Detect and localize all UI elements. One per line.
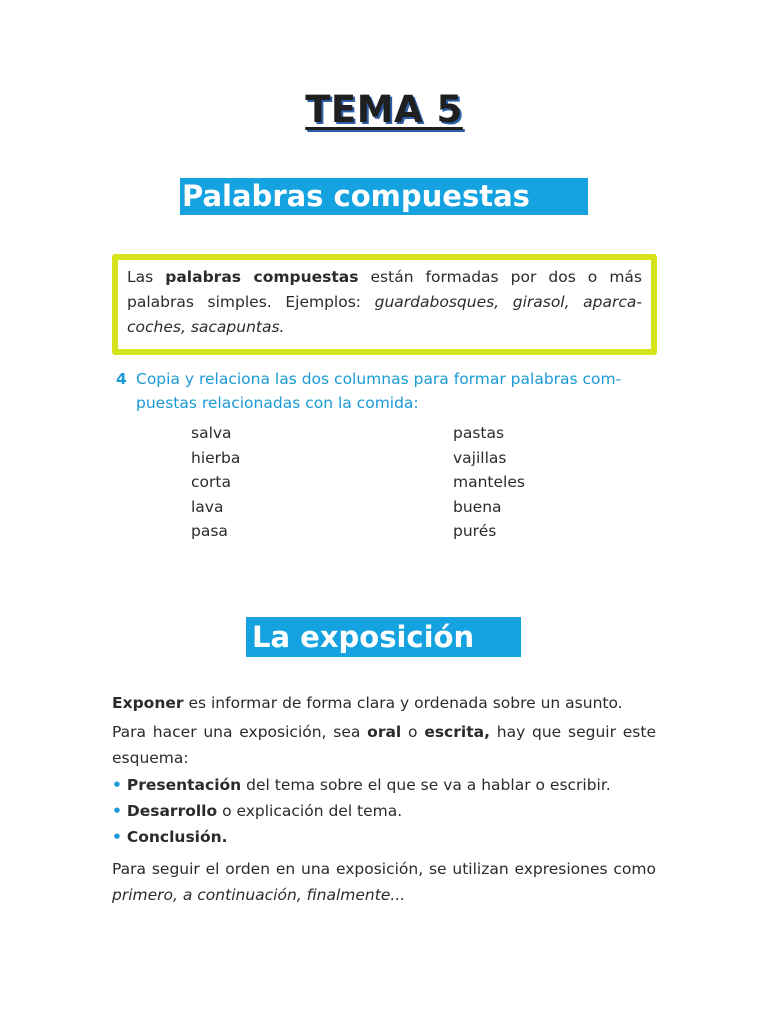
paragraph-orden-examples: primero, a continuación, finalmente... <box>112 886 406 904</box>
term-exponer: Exponer <box>112 694 184 712</box>
list-item-text: o explicación del tema. <box>217 802 403 820</box>
paragraph-esquema <box>112 719 656 771</box>
activity-instructions: Copia y relaciona las dos columnas para formar palabras com-puestas relacionadas con la comida: <box>136 370 622 412</box>
paragraph-esquema-mid: o <box>401 723 425 741</box>
list-item <box>112 798 672 824</box>
word-left-item: salva <box>191 424 232 442</box>
paragraph-esquema-end: hay que seguir este esquema: <box>112 723 656 767</box>
term-oral: oral <box>367 723 402 741</box>
page-title: TEMA 5 <box>305 88 463 131</box>
section-heading-palabras-compuestas: Palabras compuestas <box>180 178 588 215</box>
activity-number: 4 <box>116 370 127 388</box>
word-left-item: lava <box>191 497 224 516</box>
word-right-item: manteles <box>453 473 525 491</box>
word-right-item: purés <box>453 522 497 540</box>
paragraph-orden-start: Para seguir el orden en una exposición, se utilizan expresiones como <box>112 860 656 878</box>
paragraph-exponer-text: es informar de forma clara y ordenada sobre un asunto. <box>183 694 623 712</box>
word-column-right <box>453 421 525 544</box>
word-right-item: buena <box>453 497 502 516</box>
word-left-item: hierba <box>191 448 241 467</box>
definition-examples: guardabosques, girasol, aparca-coches, sacapuntas. <box>127 293 642 336</box>
word-left-item: corta <box>191 473 231 491</box>
list-item-term: Presentación <box>126 776 242 794</box>
paragraph-esquema-start: Para hacer una exposición, sea <box>112 723 368 741</box>
list-item-text: del tema sobre el que se va a hablar o escribir. <box>241 776 611 794</box>
schema-list <box>112 772 672 850</box>
word-column-left <box>191 421 240 544</box>
list-item <box>112 824 672 850</box>
bullet-icon: • <box>112 828 122 846</box>
word-right-item: vajillas <box>453 448 507 467</box>
word-left-item: pasa <box>191 522 228 540</box>
bullet-icon: • <box>112 802 122 820</box>
activity-4 <box>116 367 656 415</box>
definition-term: palabras compuestas <box>165 268 359 286</box>
paragraph-orden <box>112 856 656 908</box>
bullet-icon: • <box>112 776 122 794</box>
term-escrita: escrita, <box>424 723 490 741</box>
list-item <box>112 772 672 798</box>
paragraph-exponer <box>112 690 656 716</box>
definition-box <box>112 254 657 355</box>
list-item-term: Desarrollo <box>126 802 218 820</box>
definition-intro: Las <box>127 268 166 286</box>
definition-middle: están formadas por dos o más palabras simples. Ejemplos: <box>127 268 642 311</box>
list-item-term: Conclusión. <box>126 828 228 846</box>
section-heading-la-exposicion: La exposición <box>246 617 521 657</box>
word-right-item: pastas <box>453 424 505 442</box>
